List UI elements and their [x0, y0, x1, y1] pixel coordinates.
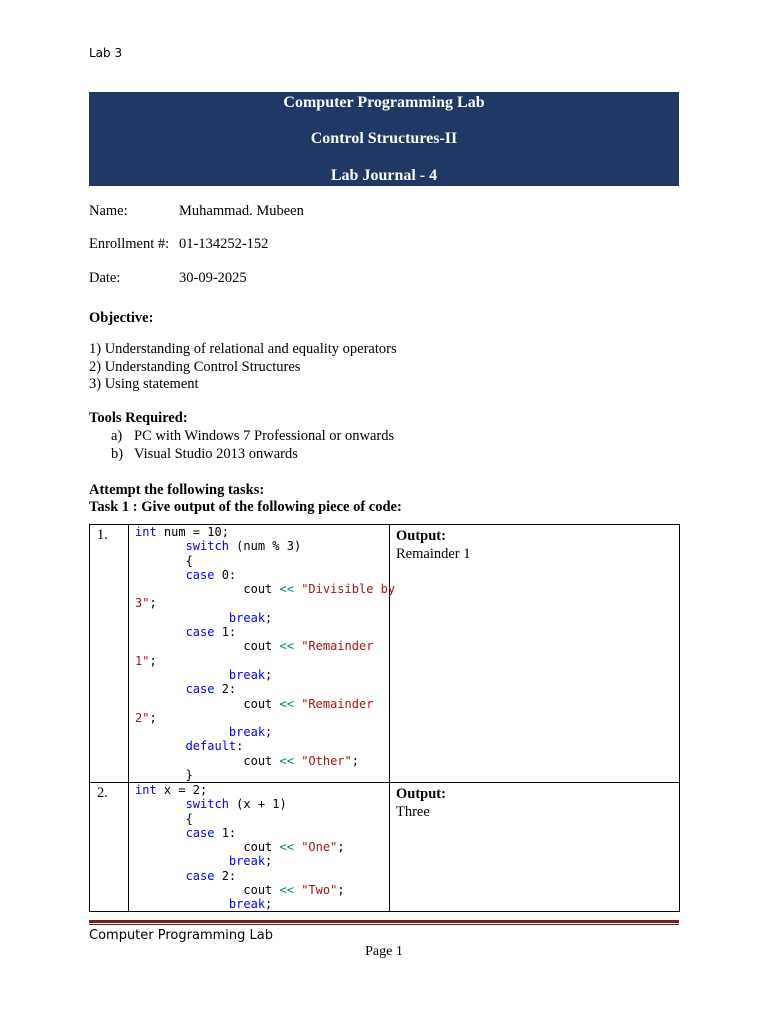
code-line [135, 812, 345, 826]
code-line [135, 654, 395, 668]
code-string: "One" [301, 840, 338, 855]
tools-item [89, 428, 649, 446]
code-line [135, 711, 395, 725]
banner-title: Computer Programming Lab [283, 94, 485, 111]
code-string: 2" [135, 710, 150, 725]
code-text: ; [265, 854, 273, 869]
code-text: (num % 3) [228, 539, 302, 554]
objective-item: 1) Understanding of relational and equality operators [89, 341, 397, 357]
code-keyword: case [185, 625, 215, 640]
code-text [135, 611, 229, 625]
code-keyword: break [228, 854, 266, 869]
tools-marker: a) [111, 428, 123, 444]
code-string: 3" [135, 596, 150, 611]
code-text: : [236, 739, 244, 754]
code-operator: << [279, 840, 294, 855]
code-text: ; [149, 653, 157, 668]
code-text: cout [135, 696, 280, 711]
page-number: Page 1 [365, 944, 403, 959]
code-line [135, 797, 345, 811]
date-label: Date: [89, 270, 121, 286]
tools-list [89, 428, 649, 463]
code-operator: << [279, 753, 294, 768]
code-operator: << [279, 883, 294, 898]
code-text: { [135, 553, 193, 568]
code-text: cout [135, 883, 280, 898]
code-text: cout [135, 753, 280, 768]
code-string: "Other" [301, 753, 352, 768]
code-text [135, 797, 186, 811]
code-text: ; [265, 667, 273, 682]
enrollment-value: 01-134252-152 [179, 236, 269, 252]
code-line [135, 568, 395, 582]
code-keyword: case [185, 825, 215, 840]
code-text: ; [265, 610, 273, 625]
tools-text: Visual Studio 2013 onwards [134, 445, 298, 462]
running-header: Lab 3 [89, 46, 123, 60]
code-block [135, 525, 395, 782]
code-line [135, 754, 395, 768]
footer-text: Computer Programming Lab [89, 928, 273, 943]
code-string: "Remainder [301, 696, 374, 711]
code-text [135, 568, 186, 582]
task1-heading: Task 1 : Give output of the following piece of code: [89, 499, 402, 515]
code-text: 2: [214, 868, 237, 883]
code-keyword: switch [185, 539, 229, 554]
code-line [135, 897, 345, 911]
output-label: Output: [396, 528, 446, 544]
code-text: 1: [214, 825, 237, 840]
code-text [135, 539, 186, 553]
task-number: 2. [97, 785, 108, 801]
code-string: "Two" [301, 883, 338, 898]
code-keyword: switch [185, 797, 229, 812]
code-text [135, 682, 186, 696]
code-text: ; [351, 753, 359, 768]
code-text: num = 10; [156, 525, 229, 539]
code-text: ; [265, 725, 273, 740]
output-value: Remainder 1 [396, 546, 471, 562]
banner-journal: Lab Journal - 4 [330, 167, 438, 184]
output-value: Three [396, 804, 430, 820]
code-keyword: default [185, 739, 237, 754]
code-text: ; [149, 596, 157, 611]
code-text: (x + 1) [228, 797, 287, 812]
code-line [135, 625, 395, 639]
code-keyword: case [185, 868, 215, 883]
code-block [135, 783, 345, 912]
code-text: 2: [214, 682, 237, 697]
code-text: ; [265, 897, 273, 912]
code-line [135, 611, 395, 625]
code-line [135, 883, 345, 897]
output-cell [396, 785, 446, 821]
objective-heading: Objective: [89, 310, 154, 326]
code-keyword: break [228, 897, 266, 912]
code-line [135, 639, 395, 653]
objective-item: 2) Understanding Control Structures [89, 358, 301, 375]
code-string: 1" [135, 653, 150, 668]
table-divider [128, 525, 129, 911]
code-line [135, 826, 345, 840]
code-line [135, 783, 345, 797]
code-line [135, 697, 395, 711]
output-cell [396, 527, 471, 563]
code-text: ; [337, 883, 345, 898]
code-keyword: break [228, 667, 266, 682]
code-text: cout [135, 840, 280, 855]
code-line [135, 525, 395, 539]
tools-heading: Tools Required: [89, 410, 188, 426]
code-text [135, 668, 229, 682]
name-label: Name: [89, 203, 128, 219]
code-text [135, 739, 186, 753]
code-line [135, 668, 395, 682]
code-keyword: case [185, 567, 215, 582]
code-text: x = 2; [156, 783, 208, 797]
code-text: cout [135, 639, 280, 654]
code-line [135, 539, 395, 553]
code-text: 1: [214, 625, 237, 640]
code-line [135, 596, 395, 610]
code-text [135, 725, 229, 739]
code-text: { [135, 811, 193, 826]
code-keyword: case [185, 682, 215, 697]
task-number: 1. [97, 527, 108, 543]
code-operator: << [279, 696, 294, 711]
code-text: } [135, 768, 193, 783]
footer-rule [89, 920, 679, 923]
enrollment-label: Enrollment #: [89, 236, 170, 252]
code-text [135, 854, 229, 868]
code-string: "Remainder [301, 639, 374, 654]
code-keyword: break [228, 725, 266, 740]
code-keyword: break [228, 610, 266, 625]
objective-item: 3) Using statement [89, 376, 199, 392]
code-text: ; [337, 840, 345, 855]
code-line [135, 739, 395, 753]
code-text: ; [149, 710, 157, 725]
name-value: Muhammad. Mubeen [179, 203, 304, 219]
code-line [135, 854, 345, 868]
code-operator: << [279, 639, 294, 654]
code-line [135, 768, 395, 782]
date-value: 30-09-2025 [179, 270, 247, 286]
tools-item [89, 446, 649, 464]
code-line [135, 840, 345, 854]
objective-list [89, 341, 397, 394]
code-text [135, 869, 186, 883]
code-line [135, 869, 345, 883]
tools-text: PC with Windows 7 Professional or onwards [134, 428, 395, 444]
code-operator: << [279, 582, 294, 597]
code-text [135, 625, 186, 639]
code-text [135, 897, 229, 911]
code-line [135, 554, 395, 568]
attempt-heading: Attempt the following tasks: [89, 482, 265, 498]
output-label: Output: [396, 786, 446, 802]
code-line [135, 682, 395, 696]
code-string: "Divisible by [301, 582, 396, 597]
task-table [89, 524, 680, 912]
title-banner [89, 92, 679, 186]
footer-rule [89, 924, 679, 925]
code-text: cout [135, 582, 280, 597]
banner-subtitle: Control Structures-II [310, 130, 458, 147]
code-text: 0: [214, 567, 237, 582]
code-keyword: int [135, 783, 157, 797]
tools-marker: b) [111, 445, 124, 462]
code-line [135, 582, 395, 596]
code-line [135, 725, 395, 739]
code-keyword: int [135, 525, 157, 539]
code-text [135, 826, 186, 840]
